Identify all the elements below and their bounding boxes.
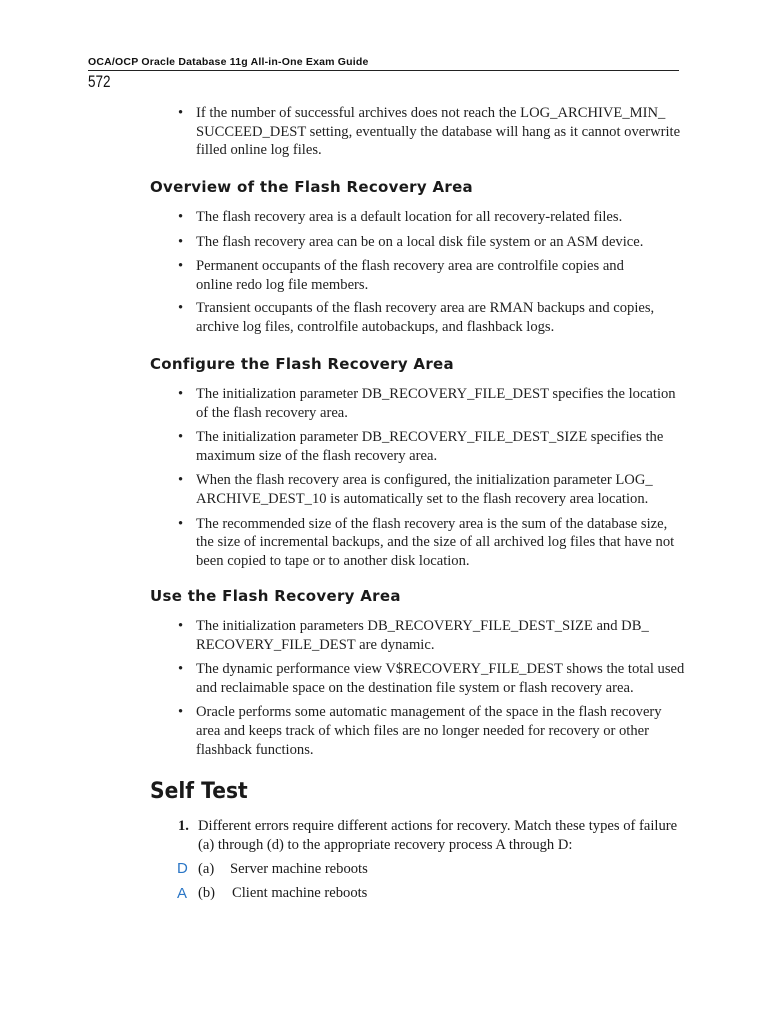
bullet-item: • The initialization parameter DB_RECOVERY_FILE_DEST_SIZE specifies the maximum size of the flash recovery area. <box>178 428 668 465</box>
header-rule <box>88 70 679 71</box>
bullet-item: • The initialization parameters DB_RECOVERY_FILE_DEST_SIZE and DB_ RECOVERY_FILE_DEST are dynamic. <box>178 617 658 654</box>
bullet-item: • Permanent occupants of the flash recovery area are controlfile copies and online redo log file members. <box>178 257 648 294</box>
bullet-item: • Transient occupants of the flash recovery area are RMAN backups and copies, archive log files, controlfile autobackups, and flashback logs. <box>178 299 688 336</box>
self-test-title: Self Test <box>150 778 248 804</box>
use-bullet-list <box>178 617 688 759</box>
running-head: OCA/OCP Oracle Database 11g All-in-One Exam Guide <box>88 56 369 68</box>
option-text: Server machine reboots <box>230 861 368 877</box>
overview-bullet-list <box>178 208 688 337</box>
section-heading-overview: Overview of the Flash Recovery Area <box>150 178 473 196</box>
option-b <box>198 884 367 903</box>
question-1 <box>178 817 678 854</box>
bullet-item: • The dynamic performance view V$RECOVERY_FILE_DEST shows the total used and reclaimable space on the destination file system or flash recovery area. <box>178 660 688 697</box>
option-letter: (b) <box>198 885 216 901</box>
bullet-item: • The recommended size of the flash recovery area is the sum of the database size, the size of incremental backups, and the size of all archived log files that have not been copied to tape or to another disk location. <box>178 515 688 571</box>
bullet-item: • The initialization parameter DB_RECOVERY_FILE_DEST specifies the location of the flash recovery area. <box>178 385 688 422</box>
answer-mark-b: A <box>177 885 188 902</box>
option-letter: (a) <box>198 861 215 877</box>
question-number: 1. <box>178 818 189 834</box>
option-text: Client machine reboots <box>232 885 368 901</box>
question-text: Different errors require different actions for recovery. Match these types of failure (a) through (d) to the appropriate recovery process A through D: <box>198 818 678 853</box>
bullet-item: • If the number of successful archives does not reach the LOG_ARCHIVE_MIN_ SUCCEED_DEST setting, eventually the database will hang as it cannot overwrite filled online log files. <box>178 104 688 160</box>
answer-mark-a: D <box>177 860 188 877</box>
section-heading-use: Use the Flash Recovery Area <box>150 587 401 605</box>
bullet-item: • Oracle performs some automatic management of the space in the flash recovery area and keeps track of which files are no longer needed for recovery or other flashback functions. <box>178 703 688 759</box>
bullet-item: • When the flash recovery area is configured, the initialization parameter LOG_ ARCHIVE_DEST_10 is automatically set to the flash recovery area location. <box>178 471 688 508</box>
configure-bullet-list <box>178 385 688 570</box>
section-heading-configure: Configure the Flash Recovery Area <box>150 355 454 373</box>
option-a <box>198 860 368 879</box>
page-number: 572 <box>88 73 111 91</box>
bullet-item: • The flash recovery area can be on a local disk file system or an ASM device. <box>178 233 688 252</box>
bullet-item: • The flash recovery area is a default location for all recovery-related files. <box>178 208 688 227</box>
intro-bullet-list <box>178 104 688 160</box>
